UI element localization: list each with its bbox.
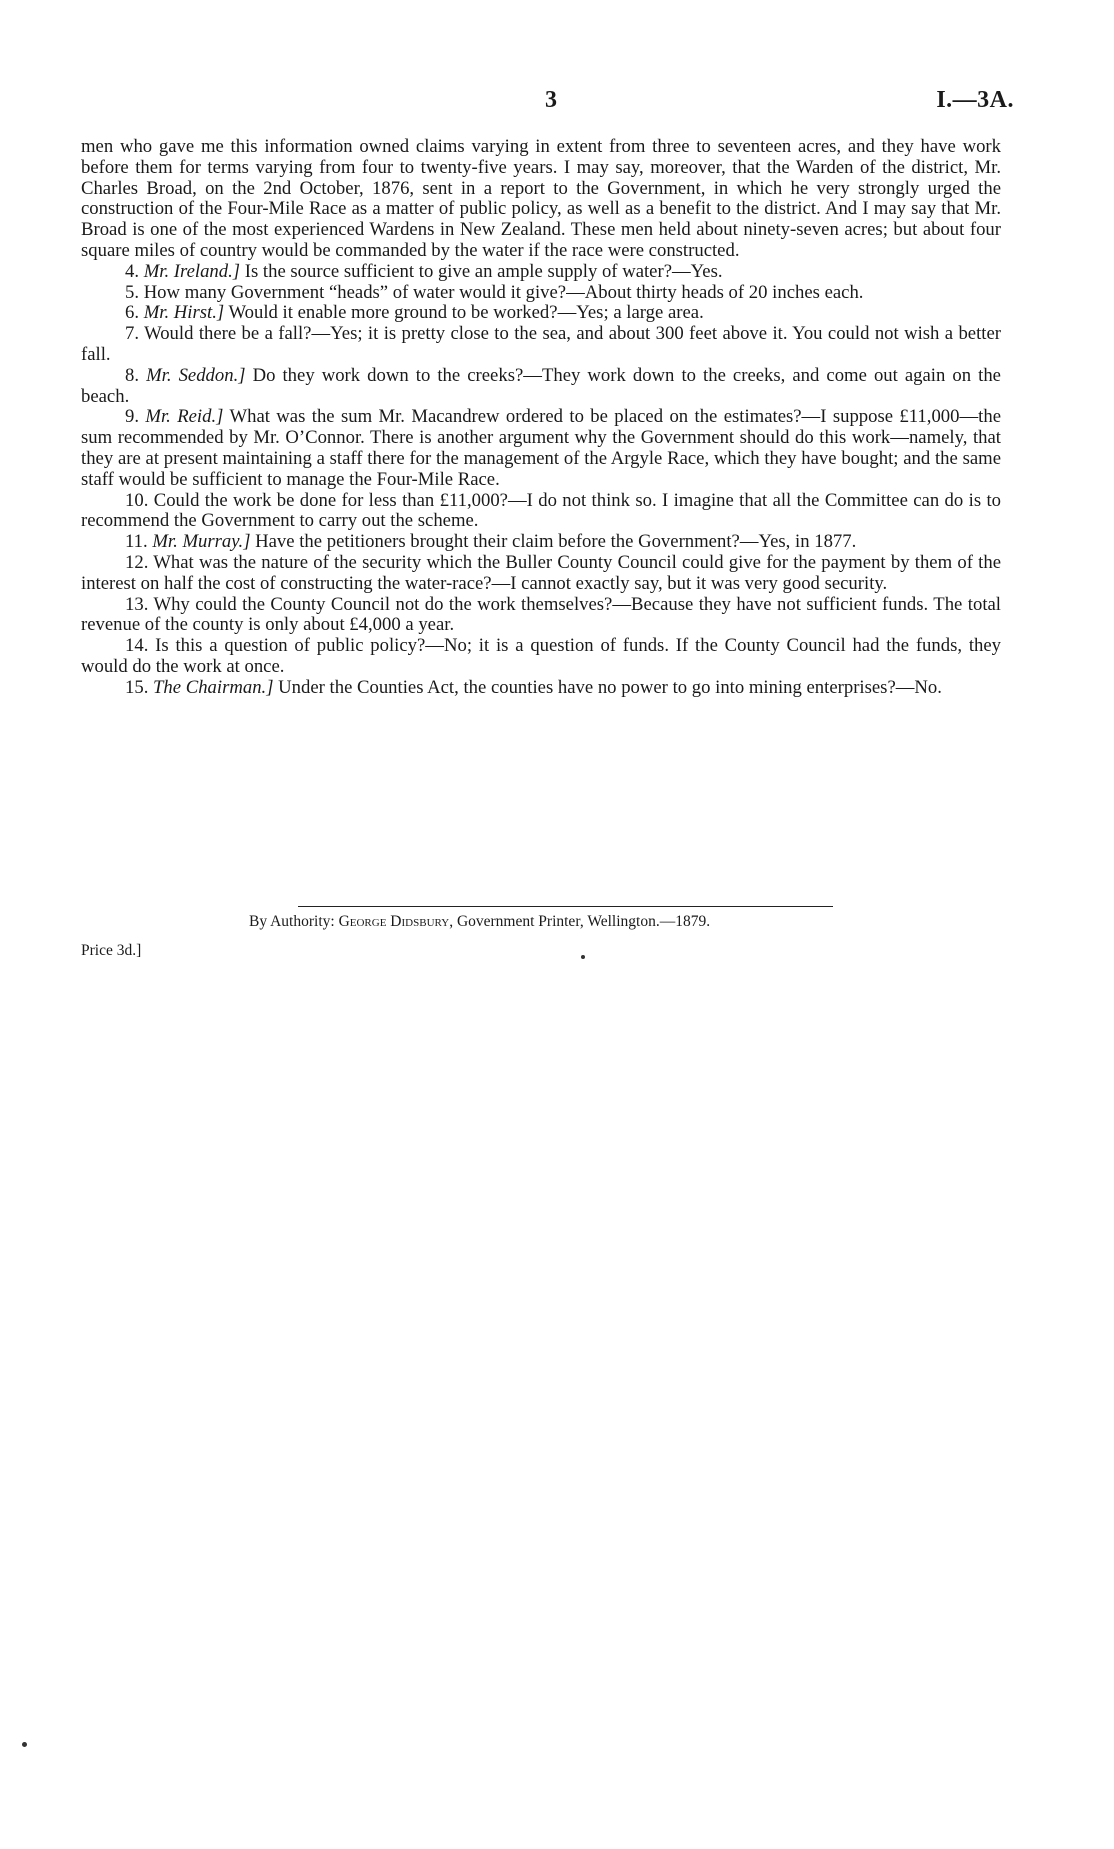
footer-divider (298, 906, 833, 907)
question-text: Is this a question of public policy?—No; it is a question of funds. If the County Council had the funds, they would do the work at once. (81, 635, 1001, 677)
question-text: Could the work be done for less than £11,000?—I do not think so. I imagine that all the Committee can do is to recommend the Government to carry out the scheme. (81, 489, 1001, 532)
question-5 (81, 283, 1001, 304)
speaker-label: Mr. Murray.] (152, 531, 251, 553)
question-text: Do they work down to the creeks?—They work down to the creeks, and come out again on the beach. (81, 364, 1001, 407)
imprint-suffix: , Government Printer, Wellington.—1879. (449, 913, 711, 930)
paragraph-continuation: men who gave me this information owned claims varying in extent from three to seventeen acres, and they have work before them for terms varying from four to twenty-five years. I may say, moreover, that the Warden of the district, Mr. Charles Broad, on the 2nd October, 1876, sent in a report to the Government, in which he very strongly urged the construction of the Four-Mile Race as a matter of public policy, as well as a benefit to the district. And I may say that Mr. Broad is one of the most experienced Wardens in New Zealand. These men held about ninety-seven acres; but about four square miles of country would be commanded by the water if the race were constructed. (81, 136, 1001, 261)
question-number: 12. (125, 551, 149, 573)
printer-name: George Didsbury (338, 913, 450, 930)
question-text: Have the petitioners brought their claim before the Government?—Yes, in 1877. (250, 531, 857, 553)
question-10 (81, 491, 1001, 533)
question-text: Would there be a fall?—Yes; it is pretty close to the sea, and about 300 feet above it. You could not wish a better fall. (81, 323, 1001, 365)
speaker-label: Mr. Seddon.] (146, 364, 246, 386)
question-text: Would it enable more ground to be worked?—Yes; a large area. (224, 302, 704, 324)
speaker-label: Mr. Ireland.] (143, 260, 241, 282)
question-15 (81, 678, 1001, 699)
question-6 (81, 303, 1001, 324)
question-number: 6. (125, 302, 140, 324)
question-8 (81, 366, 1001, 408)
question-number: 7. (125, 323, 140, 345)
question-text: What was the sum Mr. Macandrew ordered to be placed on the estimates?—I suppose £11,000—the sum recommended by Mr. O’Connor. There is another argument why the Government should do this work—namely, that they are at present maintaining a staff there for the management of the Argyle Race, which they have bought; and the same staff would be sufficient to manage the Four-Mile Race. (81, 406, 1001, 490)
evidence-body (81, 137, 1001, 699)
question-9 (81, 407, 1001, 490)
question-number: 13. (125, 593, 149, 615)
question-13 (81, 595, 1001, 637)
question-text: Is the source sufficient to give an ample supply of water?—Yes. (240, 260, 723, 282)
question-text: How many Government “heads” of water would it give?—About thirty heads of 20 inches each. (139, 281, 864, 303)
question-text: Why could the County Council not do the work themselves?—Because they have not sufficient funds. The total revenue of the county is only about £4,000 a year. (81, 593, 1001, 636)
question-number: 8. (125, 364, 140, 386)
question-4 (81, 262, 1001, 283)
question-11 (81, 532, 1001, 553)
printer-imprint (249, 912, 710, 932)
page-number: 3 (545, 87, 557, 113)
question-number: 9. (125, 406, 140, 428)
scan-speck (581, 955, 585, 959)
speaker-label: Mr. Hirst.] (143, 302, 225, 324)
question-number: 4. (125, 260, 140, 282)
speaker-label: Mr. Reid.] (145, 406, 224, 428)
question-7 (81, 324, 1001, 366)
question-number: 14. (125, 635, 149, 657)
imprint-prefix: By Authority: (249, 913, 339, 930)
question-number: 10. (125, 489, 149, 511)
question-text: What was the nature of the security which the Buller County Council could give for the payment by them of the interest on half the cost of constructing the water-race?—I cannot exactly say, but it was very good security. (81, 551, 1001, 594)
question-number: 15. (125, 676, 149, 698)
question-number: 11. (125, 531, 148, 553)
speaker-label: The Chairman.] (153, 676, 274, 698)
question-14 (81, 636, 1001, 678)
price-note: Price 3d.] (81, 942, 142, 959)
scan-speck (22, 1742, 27, 1747)
document-reference: I.—3A. (936, 87, 1014, 113)
question-text: Under the Counties Act, the counties have no power to go into mining enterprises?—No. (273, 676, 942, 698)
question-12 (81, 553, 1001, 595)
question-number: 5. (125, 281, 140, 303)
